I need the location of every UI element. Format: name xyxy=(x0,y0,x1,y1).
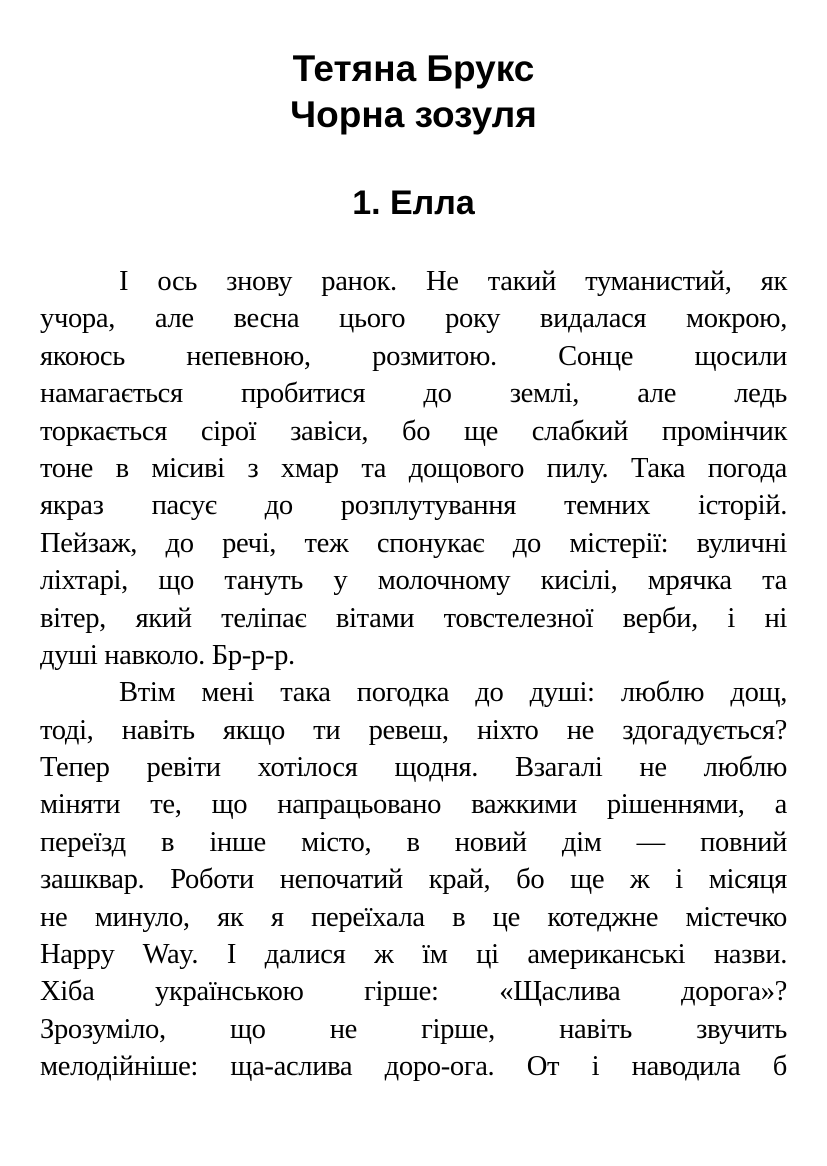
book-title: Чорна зозуля xyxy=(290,94,537,135)
chapter-body xyxy=(40,263,787,1086)
text-line: учора, але весна цього року видалася мокрою, xyxy=(40,303,787,335)
text-line: Втім мені така погодка до душі: люблю дощ, xyxy=(119,677,787,709)
author-name: Тетяна Брукс xyxy=(292,48,535,89)
text-line: якраз пасує до розплутування темних історій. xyxy=(40,490,787,522)
text-line: намагається пробитися до землі, але ледь xyxy=(40,378,787,410)
text-line: вітер, який теліпає вітами товстелезної верби, і ні xyxy=(40,602,787,634)
text-line: якоюсь непевною, розмитою. Сонце щосили xyxy=(40,340,787,372)
text-line: Зрозуміло, що не гірше, навіть звучить xyxy=(40,1013,787,1045)
paragraph xyxy=(40,674,787,1085)
text-line: тоді, навіть якщо ти ревеш, ніхто не здогадується? xyxy=(40,714,787,746)
text-line: Пейзаж, до речі, теж спонукає до містерії: вуличні xyxy=(40,527,787,559)
text-line: душі навколо. Бр-р-р. xyxy=(40,639,295,671)
text-line: торкається сірої завіси, бо ще слабкий промінчик xyxy=(40,415,787,447)
text-line: тоне в місиві з хмар та дощового пилу. Така погода xyxy=(40,452,787,484)
text-line: Хіба українською гірше: «Щаслива дорога»? xyxy=(40,976,787,1008)
text-line: мелодійніше: ща-аслива доро-ога. От і наводила б xyxy=(40,1051,787,1083)
text-line: не минуло, як я переїхала в це котеджне містечко xyxy=(40,901,787,933)
paragraph xyxy=(40,263,787,674)
text-line: Happy Way. І далися ж їм ці американські назви. xyxy=(40,939,787,971)
text-line: зашквар. Роботи непочатий край, бо ще ж і місяця xyxy=(40,864,787,896)
text-line: переїзд в інше місто, в новий дім — повний xyxy=(40,826,787,858)
book-header xyxy=(0,46,827,138)
text-line: міняти те, що напрацьовано важкими рішеннями, а xyxy=(40,789,787,821)
text-line: ліхтарі, що тануть у молочному кисілі, мрячка та xyxy=(40,565,787,597)
chapter-title: 1. Елла xyxy=(352,184,475,222)
text-line: І ось знову ранок. Не такий туманистий, як xyxy=(119,266,787,297)
text-line: Тепер ревіти хотілося щодня. Взагалі не люблю xyxy=(40,752,787,784)
